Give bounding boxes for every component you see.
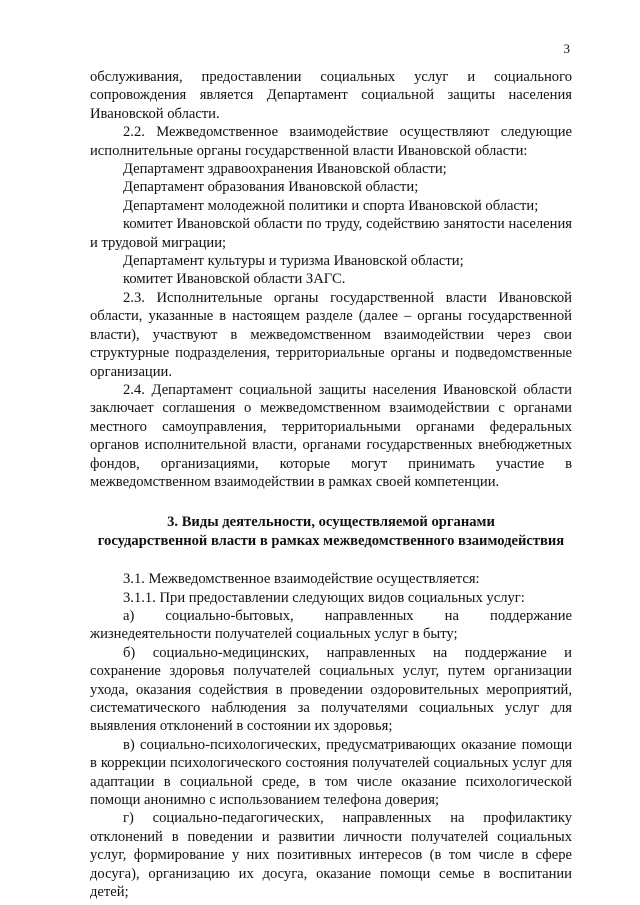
section-heading bbox=[90, 513, 572, 550]
paragraph: 3.1.1. При предоставлении следующих видов социальных услуг: bbox=[123, 589, 525, 606]
list-item: в) социально-психологических, предусматривающих оказание помощи в коррекции психологического состояния получателей социальных услуг для адаптации в социальной среде, в том числе оказание психологической помощи анонимно с использованием телефона доверия; bbox=[90, 736, 572, 809]
document-body bbox=[90, 68, 572, 901]
list-item: комитет Ивановской области по труду, содействию занятости населения и трудовой миграции; bbox=[90, 216, 572, 251]
list-item: Департамент здравоохранения Ивановской области; bbox=[123, 161, 447, 178]
section-3-paragraphs bbox=[90, 570, 572, 901]
list-item: г) социально-педагогических, направленных на профилактику отклонений в поведении и развитии личности получателей социальных услуг, формирование у них позитивных интересов (в том числе в сфере досуга), организацию их досуга, оказание помощи семье в воспитании детей; bbox=[90, 810, 572, 901]
list-item: Департамент образования Ивановской области; bbox=[123, 179, 419, 196]
list-item: б) социально-медицинских, направленных на поддержание и сохранение здоровья получателей социальных услуг, путем организации ухода, оказания содействия в проведении оздоровительных мероприятий, систематического наблюдения за получателями социальных услуг для выявления отклонений в состоянии их здоровья; bbox=[90, 644, 572, 735]
list-item: Департамент молодежной политики и спорта Ивановской области; bbox=[123, 197, 539, 214]
paragraph: 3.1. Межведомственное взаимодействие осуществляется: bbox=[123, 571, 480, 588]
page-number: 3 bbox=[563, 41, 570, 56]
list-item: комитет Ивановской области ЗАГС. bbox=[123, 271, 346, 288]
paragraph: обслуживания, предоставлении социальных услуг и социального сопровождения является Департамент социальной защиты населения Ивановской области. bbox=[90, 69, 572, 122]
paragraph: 2.2. Межведомственное взаимодействие осуществляют следующие исполнительные органы государственной власти Ивановской области: bbox=[90, 124, 572, 159]
list-item: а) социально-бытовых, направленных на поддержание жизнедеятельности получателей социальных услуг в быту; bbox=[90, 607, 572, 643]
section-2-paragraphs bbox=[90, 68, 572, 491]
list-item: Департамент культуры и туризма Ивановской области; bbox=[123, 253, 464, 270]
paragraph: 2.3. Исполнительные органы государственной власти Ивановской области, указанные в настоящем разделе (далее – органы государственной власти), участвуют в межведомственном взаимодействии через свои структурные подразделения, территориальные органы и подведомственные организации. bbox=[90, 289, 572, 380]
section-heading-line-2: государственной власти в рамках межведомственного взаимодействия bbox=[97, 532, 565, 549]
section-heading-line-1: 3. Виды деятельности, осуществляемой органами bbox=[167, 514, 495, 531]
paragraph: 2.4. Департамент социальной защиты населения Ивановской области заключает соглашения о межведомственном взаимодействии с органами местного самоуправления, территориальными органами федеральных органов исполнительной власти, органами государственных внебюджетных фондов, организациями, которые могут принимать участие в межведомственном взаимодействии в рамках своей компетенции. bbox=[90, 381, 572, 490]
